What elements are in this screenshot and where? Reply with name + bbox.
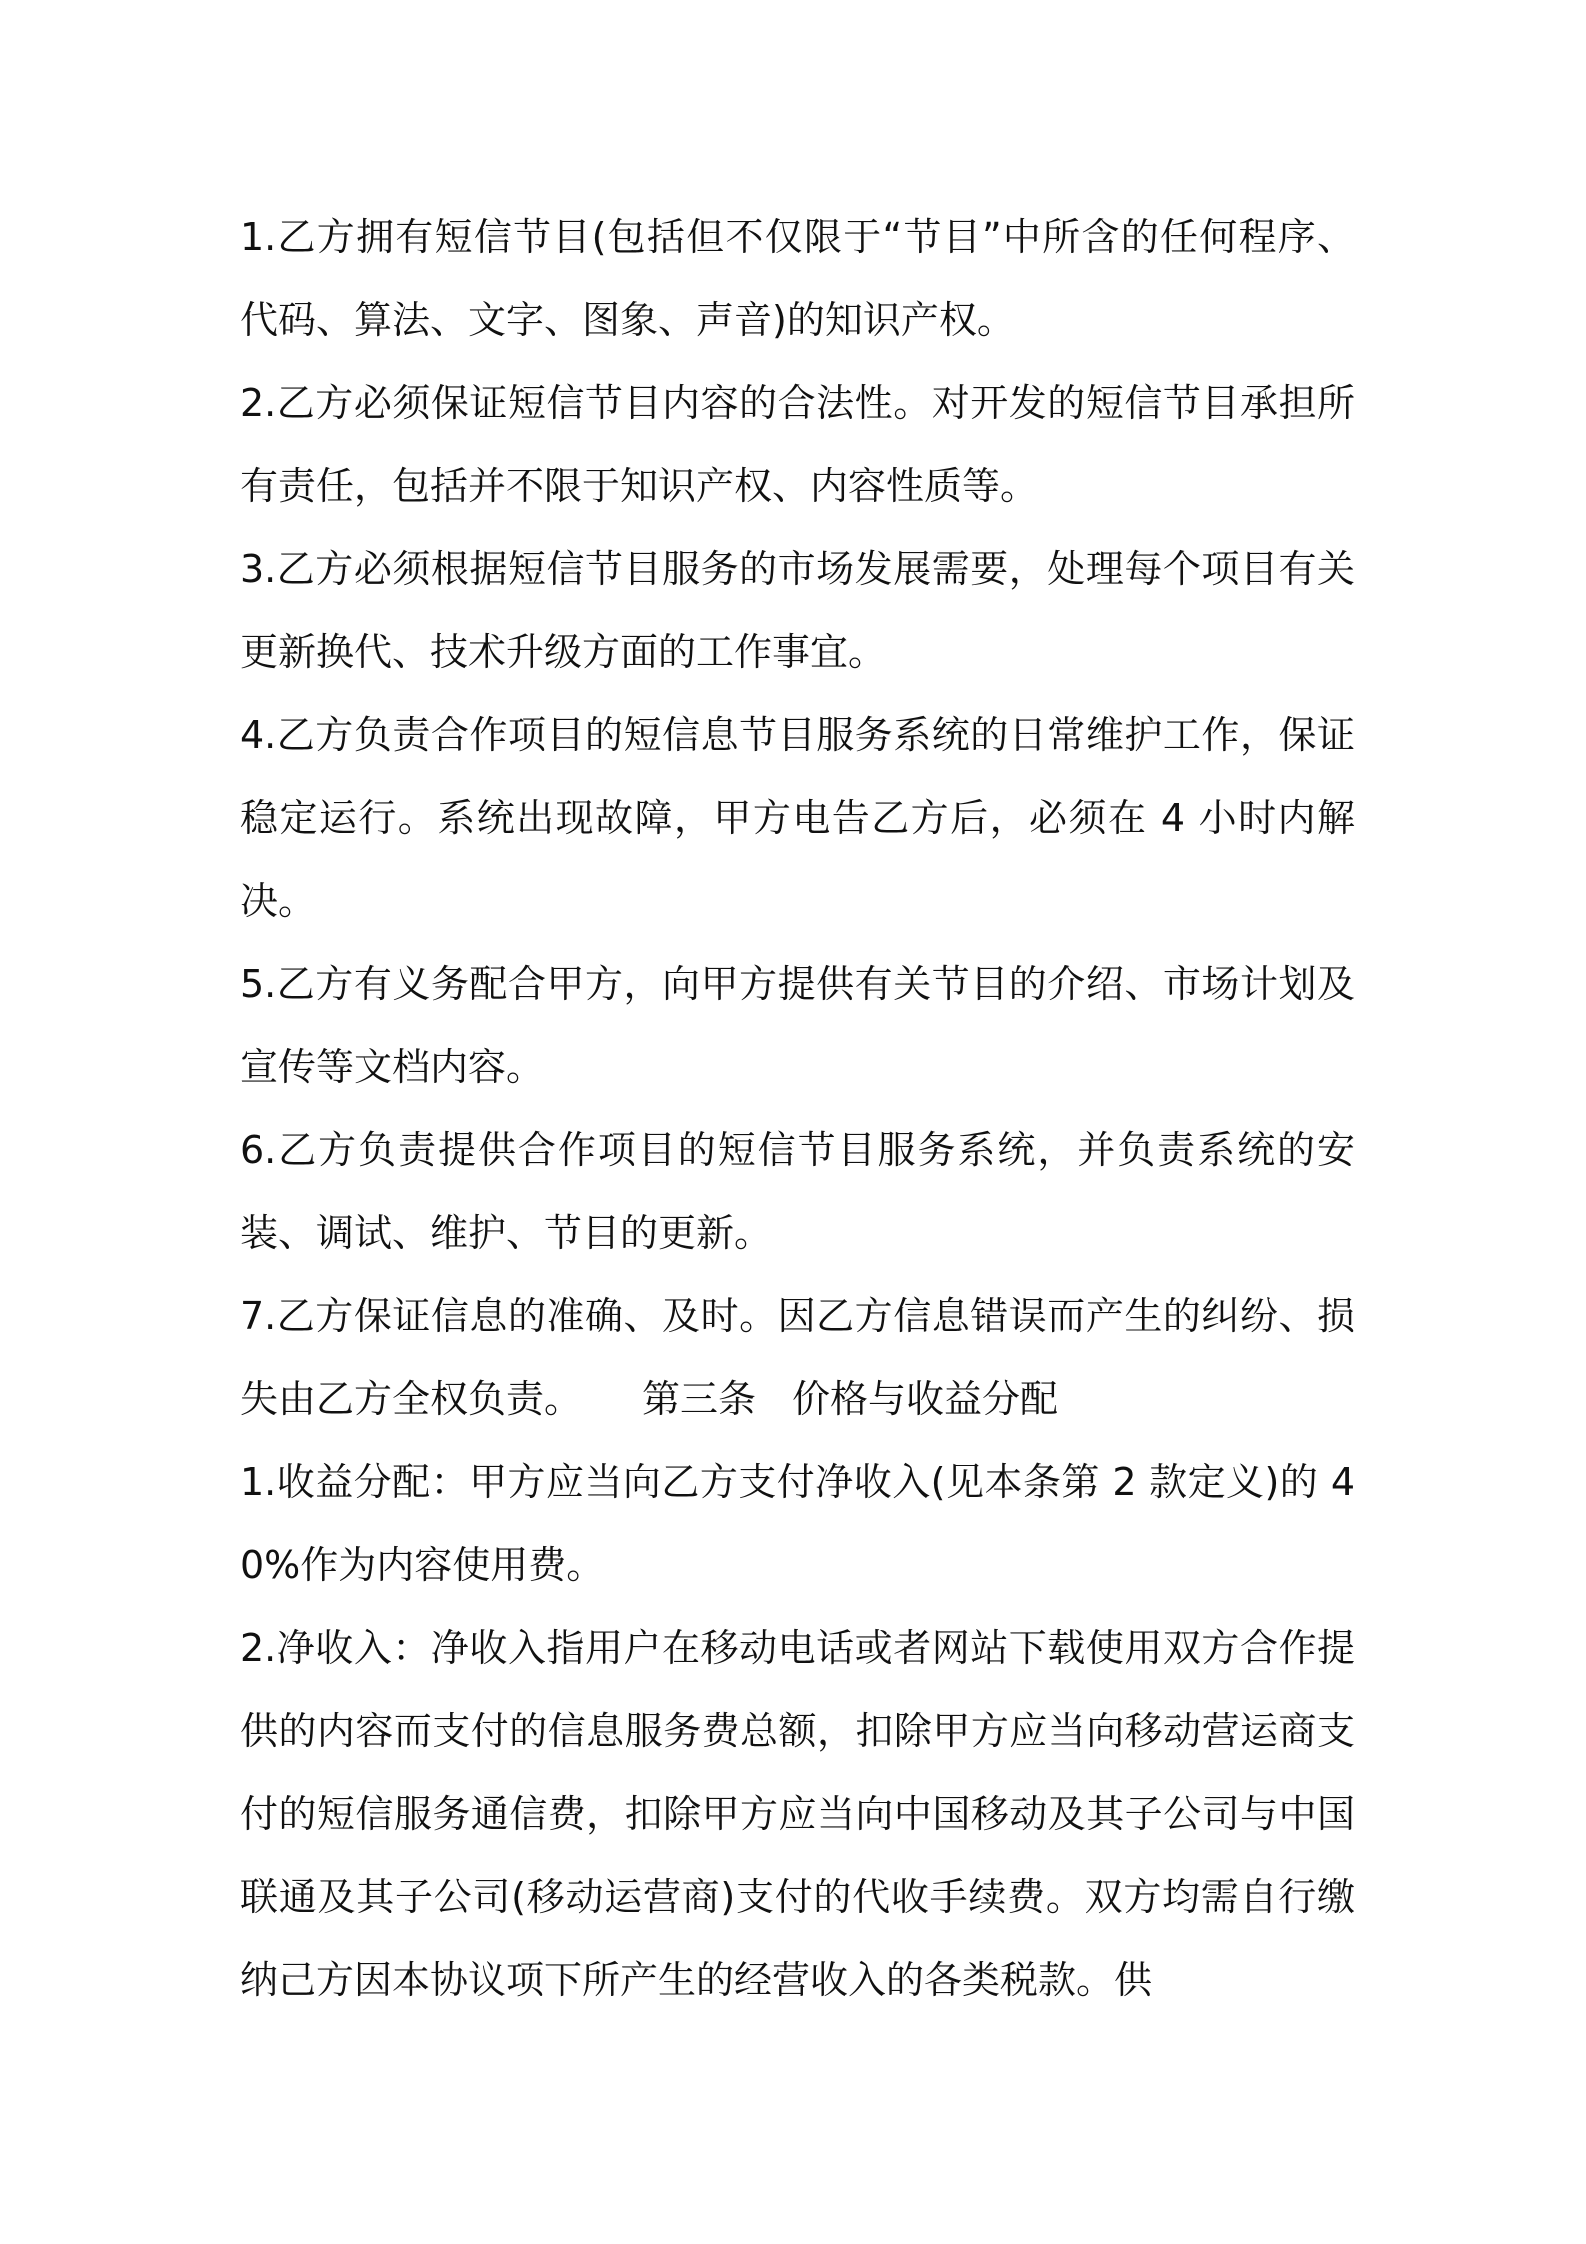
clause-paragraph-6: 6.乙方负责提供合作项目的短信节目服务系统，并负责系统的安装、调试、维护、节目的更新。: [240, 1128, 1355, 1255]
clause-paragraph-2: 2.乙方必须保证短信节目内容的合法性。对开发的短信节目承担所有责任，包括并不限于知识产权、内容性质等。: [240, 381, 1355, 508]
clause-paragraph-5: 5.乙方有义务配合甲方，向甲方提供有关节目的介绍、市场计划及宣传等文档内容。: [240, 962, 1355, 1089]
clause-paragraph-3: 3.乙方必须根据短信节目服务的市场发展需要，处理每个项目有关更新换代、技术升级方面的工作事宜。: [240, 547, 1355, 674]
clause-paragraph-4: 4.乙方负责合作项目的短信息节目服务系统的日常维护工作，保证稳定运行。系统出现故障，甲方电告乙方后，必须在 4 小时内解决。: [240, 713, 1355, 923]
clause-paragraph-7-text: 7.乙方保证信息的准确、及时。因乙方信息错误而产生的纠纷、损失由乙方全权负责。: [240, 1294, 1355, 1421]
revenue-paragraph-1: 1.收益分配：甲方应当向乙方支付净收入(见本条第 2 款定义)的 40%作为内容使用费。: [240, 1460, 1355, 1587]
revenue-paragraph-2: 2.净收入：净收入指用户在移动电话或者网站下载使用双方合作提供的内容而支付的信息服务费总额，扣除甲方应当向移动营运商支付的短信服务通信费，扣除甲方应当向中国移动及其子公司与中国联通及其子公司(移动运营商)支付的代收手续费。双方均需自行缴纳己方因本协议项下所产生的经营收入的各类税款。供: [240, 1626, 1355, 2002]
article-title: 价格与收益分配: [792, 1377, 1059, 1421]
clause-paragraph-1: 1.乙方拥有短信节目(包括但不仅限于“节目”中所含的任何程序、代码、算法、文字、图象、声音)的知识产权。: [240, 215, 1355, 342]
clause-paragraph-7: [240, 1275, 1355, 1441]
article-heading: [642, 1377, 1058, 1421]
article-number: 第三条: [642, 1377, 757, 1421]
document-body: [240, 196, 1355, 2022]
